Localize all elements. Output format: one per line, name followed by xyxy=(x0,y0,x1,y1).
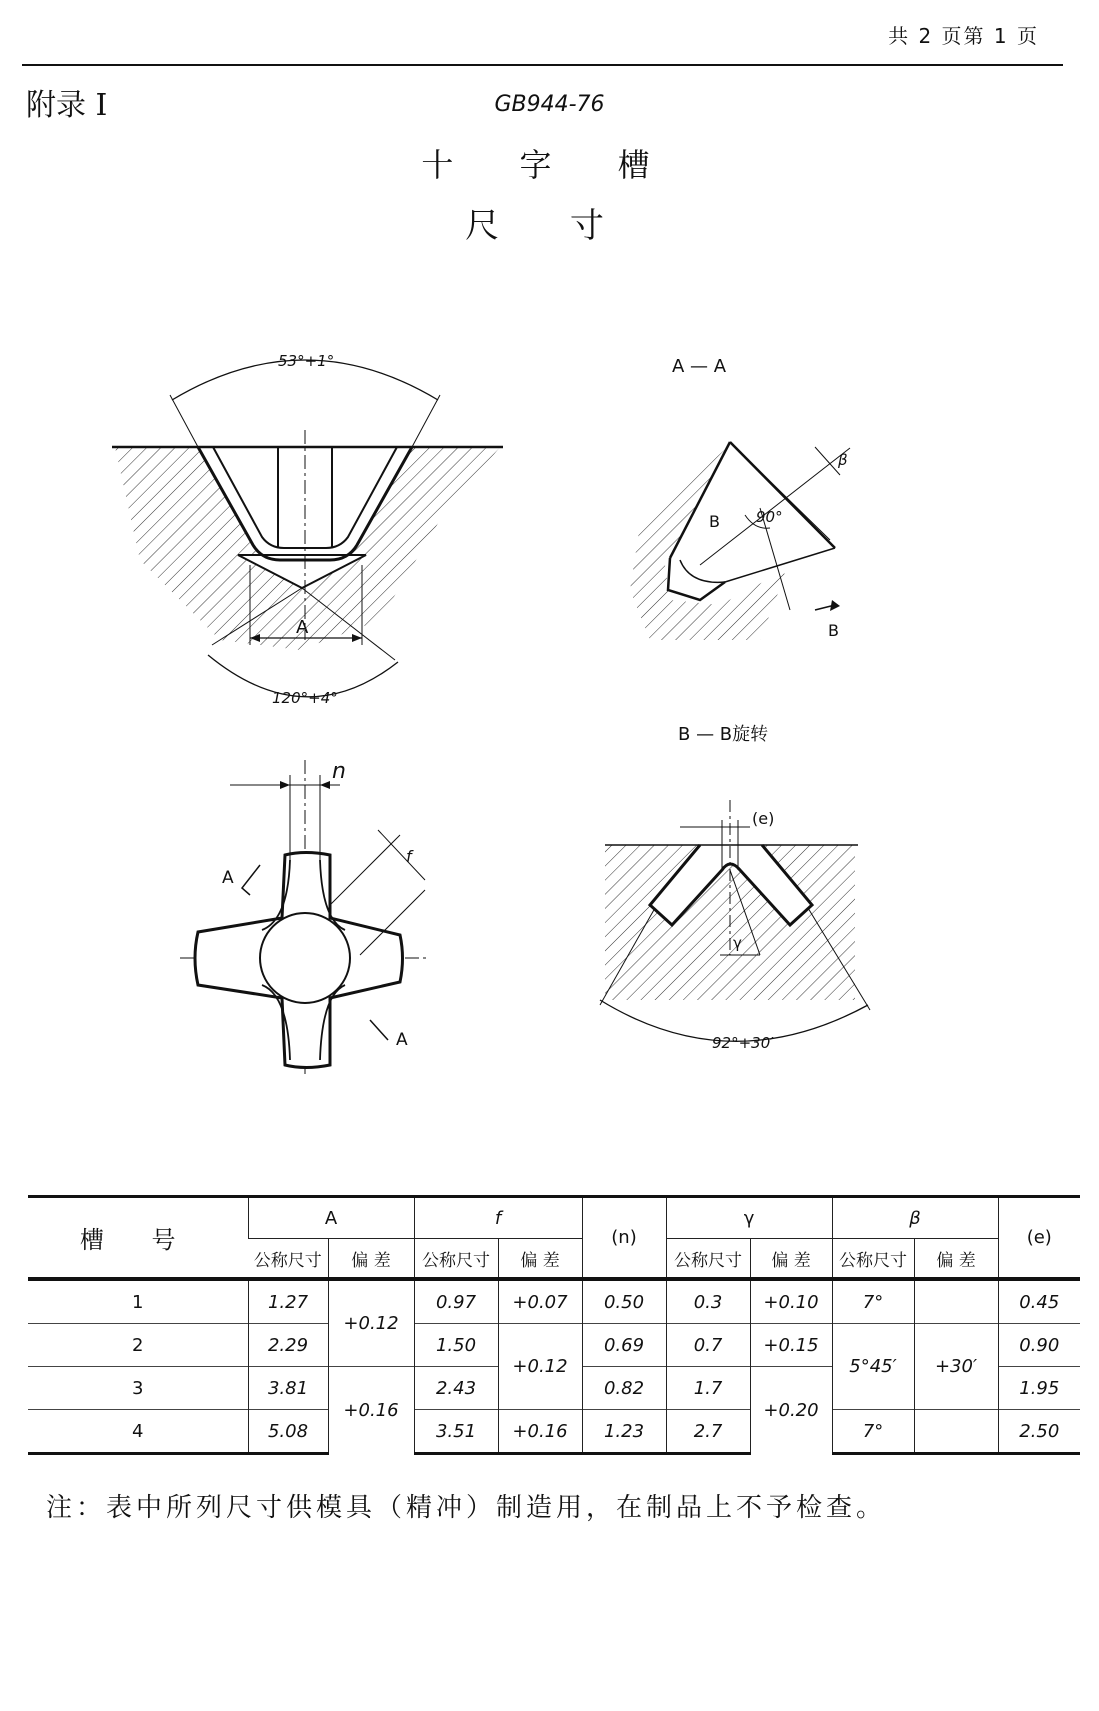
cell-beta-tol: +30′ xyxy=(914,1324,998,1410)
cell-A: 3.81 xyxy=(248,1367,328,1410)
cell-n: 0.50 xyxy=(582,1279,666,1324)
cell-e: 0.90 xyxy=(998,1324,1080,1367)
plan-view-drawing xyxy=(180,759,430,1075)
table-row xyxy=(28,1279,1080,1324)
section-bb-title: B — B旋转 xyxy=(678,724,769,745)
side-section-drawing xyxy=(112,352,503,707)
cell-e: 0.45 xyxy=(998,1279,1080,1324)
section-aa-drawing xyxy=(630,356,850,640)
cell-e: 1.95 xyxy=(998,1367,1080,1410)
cell-f: 3.51 xyxy=(414,1410,498,1454)
cell-no: 4 xyxy=(28,1410,248,1454)
cell-f-tol: +0.07 xyxy=(498,1279,582,1324)
cell-no: 1 xyxy=(28,1279,248,1324)
cell-no: 2 xyxy=(28,1324,248,1367)
page-subtitle: 尺 寸 xyxy=(465,206,634,246)
cell-beta-tol xyxy=(914,1279,998,1324)
cell-gamma-tol: +0.10 xyxy=(750,1279,832,1324)
cell-beta: 5°45′ xyxy=(832,1324,914,1410)
header-nominal: 公称尺寸 xyxy=(832,1239,914,1280)
cell-A-tol: +0.12 xyxy=(328,1279,414,1367)
header-A: A xyxy=(248,1197,414,1239)
header-tolerance: 偏 差 xyxy=(914,1239,998,1280)
footnote: 注：表中所列尺寸供模具（精冲）制造用，在制品上不予检查。 xyxy=(46,1493,887,1523)
table-row xyxy=(28,1324,1080,1367)
cell-gamma: 2.7 xyxy=(666,1410,750,1454)
standard-code: GB944-76 xyxy=(494,92,605,117)
aa-b-lower-label: B xyxy=(828,621,839,640)
appendix-label: 附录 I xyxy=(26,88,108,123)
plan-f-label: f xyxy=(406,847,412,866)
dim-A-label: A xyxy=(296,617,309,638)
cell-gamma-tol: +0.20 xyxy=(750,1367,832,1454)
plan-a-lower-label: A xyxy=(396,1030,408,1050)
header-nominal: 公称尺寸 xyxy=(414,1239,498,1280)
page-title: 十 字 槽 xyxy=(421,146,678,184)
header-tolerance: 偏 差 xyxy=(750,1239,832,1280)
header-tolerance: 偏 差 xyxy=(328,1239,414,1280)
section-bb-drawing xyxy=(600,724,870,1052)
bb-gamma-label: γ xyxy=(733,934,742,952)
cell-gamma: 1.7 xyxy=(666,1367,750,1410)
header-beta: β xyxy=(832,1197,998,1239)
cell-A: 1.27 xyxy=(248,1279,328,1324)
header-tolerance: 偏 差 xyxy=(498,1239,582,1280)
bb-angle-label: 92°+30′ xyxy=(712,1034,774,1052)
cell-f: 1.50 xyxy=(414,1324,498,1367)
cell-f-tol: +0.12 xyxy=(498,1324,582,1410)
header-f: f xyxy=(414,1197,582,1239)
cell-no: 3 xyxy=(28,1367,248,1410)
cell-gamma: 0.7 xyxy=(666,1324,750,1367)
header-gamma: γ xyxy=(666,1197,832,1239)
table-row xyxy=(28,1410,1080,1454)
cell-f-tol: +0.16 xyxy=(498,1410,582,1454)
cell-e: 2.50 xyxy=(998,1410,1080,1454)
dimension-table xyxy=(28,1195,1080,1455)
top-angle-label: 53°+1° xyxy=(278,352,335,370)
cell-gamma: 0.3 xyxy=(666,1279,750,1324)
header-slot: 槽 号 xyxy=(28,1197,248,1280)
header-e: (e) xyxy=(998,1197,1080,1280)
cell-gamma-tol: +0.15 xyxy=(750,1324,832,1367)
page-indicator: 共 2 页第 1 页 xyxy=(888,24,1039,48)
plan-n-label: n xyxy=(332,759,346,784)
cell-A: 5.08 xyxy=(248,1410,328,1454)
cell-n: 0.82 xyxy=(582,1367,666,1410)
bb-e-label: (e) xyxy=(752,809,775,828)
header-nominal: 公称尺寸 xyxy=(248,1239,328,1280)
aa-beta-label: β xyxy=(838,451,848,469)
cell-n: 1.23 xyxy=(582,1410,666,1454)
bottom-angle-label: 120°+4° xyxy=(272,689,338,707)
cell-f: 0.97 xyxy=(414,1279,498,1324)
cell-f: 2.43 xyxy=(414,1367,498,1410)
cell-A-tol: +0.16 xyxy=(328,1367,414,1454)
plan-a-upper-label: A xyxy=(222,868,234,888)
section-aa-title: A — A xyxy=(672,356,727,377)
aa-angle-label: 90° xyxy=(756,508,783,526)
header-n: (n) xyxy=(582,1197,666,1280)
cell-A: 2.29 xyxy=(248,1324,328,1367)
cell-beta-tol xyxy=(914,1410,998,1454)
aa-b-upper-label: B xyxy=(709,512,720,531)
cell-beta: 7° xyxy=(832,1279,914,1324)
cell-n: 0.69 xyxy=(582,1324,666,1367)
cell-beta: 7° xyxy=(832,1410,914,1454)
header-nominal: 公称尺寸 xyxy=(666,1239,750,1280)
